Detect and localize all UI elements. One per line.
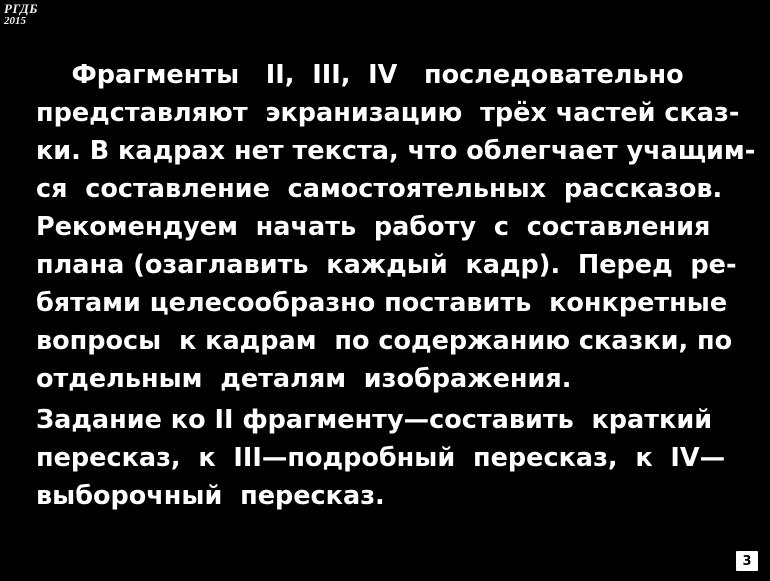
text-line: представляют экранизацию трёх частей сказ-	[36, 98, 740, 128]
slide-text-block	[36, 56, 756, 515]
text-line: ки. В кадрах нет текста, что облегчает учащим-	[36, 136, 756, 166]
watermark	[4, 2, 38, 27]
text-line: отдельным деталям изображения.	[36, 364, 572, 394]
text-line: Задание ко II фрагменту—составить краткий	[36, 405, 713, 435]
text-line: выборочный пересказ.	[36, 481, 385, 511]
watermark-year: 2015	[4, 14, 26, 27]
watermark-title: РГДБ	[4, 1, 38, 16]
text-line: ся составление самостоятельных рассказов.	[36, 174, 723, 204]
text-line: плана (озаглавить каждый кадр). Перед ре-	[36, 250, 737, 280]
text-line: пересказ, к III—подробный пересказ, к IV—	[36, 443, 726, 473]
text-line: Рекомендуем начать работу с составления	[36, 212, 711, 242]
page-number-badge: 3	[736, 551, 758, 571]
text-line: бятами целесообразно поставить конкретные	[36, 288, 728, 318]
text-line: вопросы к кадрам по содержанию сказки, по	[36, 326, 733, 356]
text-line: Фрагменты II, III, IV последовательно	[36, 60, 684, 90]
